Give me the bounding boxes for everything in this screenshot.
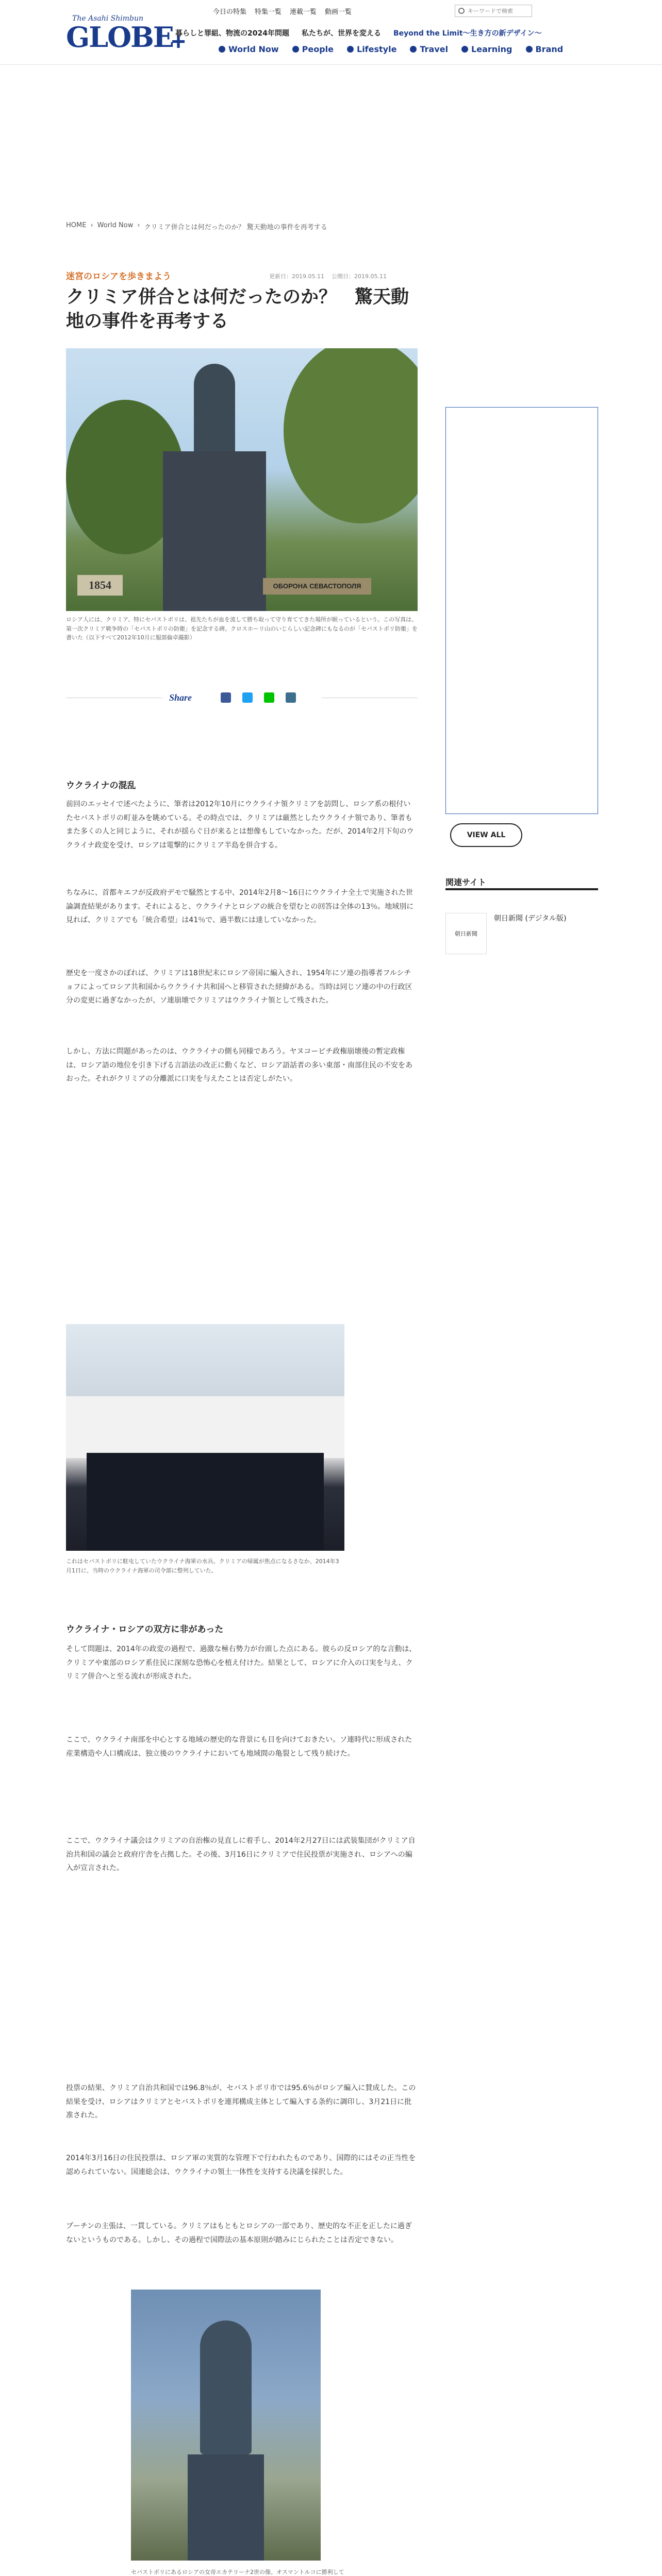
breadcrumb-current: クリミア併合とは何だったのか？ 驚天動地の事件を再考する: [144, 224, 327, 231]
search-box: [455, 5, 532, 17]
nav-label: People: [302, 44, 334, 54]
promo-link-change-world[interactable]: 私たちが、世界を変える: [301, 29, 381, 38]
hero-photo-monument: [66, 348, 418, 611]
top-link-features[interactable]: 特集一覧: [255, 8, 282, 16]
related-site-link[interactable]: 朝日新聞 (デジタル版): [494, 914, 567, 923]
search-input[interactable]: [468, 8, 524, 14]
published-date: 公開日：2019.05.11: [331, 273, 387, 280]
nav-label: World Now: [228, 44, 279, 54]
section-heading: ウクライナ・ロシアの双方に非があった: [66, 1624, 224, 1635]
promo-link-logistics[interactable]: 暮らしと罪組、物流の2024年問題: [175, 29, 289, 38]
ad-slot[interactable]: [445, 407, 598, 814]
hero-pedestal: [163, 451, 266, 611]
photo-ship: [66, 1396, 344, 1458]
logo-plus: +: [171, 28, 186, 56]
body-paragraph: そして問題は、2014年の政変の過程で、過激な極右勢力が台頭した点にある。彼らの反ロシア的な言動は、クリミアや東部のロシア系住民に深刻な恐怖心を植え付けた。結果として、ロシアに介入の口実を与え、クリミア併合へと至る流れが形成された。: [66, 1645, 417, 1681]
share-bar: [66, 691, 418, 705]
share-buttons: [221, 692, 296, 703]
nav-learning[interactable]: [461, 44, 512, 54]
nav-brand[interactable]: [526, 44, 564, 54]
top-link-series[interactable]: 連載一覧: [290, 8, 317, 16]
hero-plaque-year: 1854: [77, 575, 123, 596]
globe-icon: [219, 46, 225, 53]
twitter-icon[interactable]: [242, 692, 253, 703]
body-paragraph: プーチンの主張は、一貫している。クリミアはもともとロシアの一部であり、歴史的な不正を正したに過ぎないというものである。しかし、その過程で国際法の基本原則が踏みにじられたことは否定できない。: [66, 2222, 412, 2244]
breadcrumb-sep: ›: [90, 222, 93, 229]
breadcrumb-world-now[interactable]: World Now: [97, 222, 134, 229]
breadcrumb: [66, 222, 327, 231]
person-icon: [292, 46, 299, 53]
breadcrumb-home[interactable]: HOME: [66, 222, 87, 229]
hero-caption: ロシア人には、クリミア、特にセバストポリは、祖先たちが血を流して勝ち取って守り育ててきた場所が眠っているという。この写真は、第一次クリミア戦争時の「セバストポリの防衛」を記念する碑。クロスホーリ山のいじらしい記念碑にもなるのが「セバストポリ防衛」を書いた（以下すべて2012年10月に服部倫卓撮影）: [66, 616, 418, 641]
photo-sailors: [66, 1324, 344, 1551]
nav-label: Brand: [535, 44, 564, 54]
photo-caption: セバストポリにあるロシアの女帝エカテリーナ2世の像。オスマントルコに勝利して: [131, 2569, 344, 2575]
promo-link-beyond[interactable]: Beyond the Limit〜生き方の新デザイン〜: [393, 29, 542, 38]
body-paragraph: 投票の結果、クリミア自治共和国では96.8％が、セバストポリ市では95.6％がロシア編入に賛成した。この結果を受け、ロシアはクリミアとセバストポリを連邦構成主体として編入する条約に調印し、3月21日に批准された。: [66, 2084, 416, 2120]
nav-lifestyle[interactable]: [347, 44, 396, 54]
view-all-button[interactable]: VIEW ALL: [450, 823, 522, 847]
top-link-today[interactable]: 今日の特集: [213, 8, 247, 16]
updated-date: 更新日：2019.05.11: [269, 273, 324, 280]
article-kicker[interactable]: 迷宮のロシアを歩きまよう: [66, 272, 171, 282]
bookmark-icon[interactable]: [286, 692, 296, 703]
related-sites-rule: [445, 888, 598, 890]
top-link-videos[interactable]: 動画一覧: [325, 8, 352, 16]
body-paragraph: ちなみに、首都キエフが反政府デモで騒然とする中、2014年2月8〜16日にウクライナ全土で実施された世論調査結果があります。それによると、ウクライナとロシアの統合を望むとの回答は全体の13％。地域別に見れば、クリミアでも「統合希望」は41％で、過半数には達していなかった。: [66, 889, 414, 925]
body-paragraph: 2014年3月16日の住民投票は、ロシア軍の実質的な管理下で行われたものであり、国際的にはその正当性を認められていない。国連総会は、ウクライナの領土一体性を支持する決議を採択した。: [66, 2154, 416, 2176]
book-icon: [461, 46, 468, 53]
nav-label: Learning: [471, 44, 512, 54]
leaf-icon: [347, 46, 354, 53]
related-sites-heading: 関連サイト: [445, 877, 486, 887]
nav-label: Travel: [420, 44, 449, 54]
nav-travel[interactable]: [410, 44, 448, 54]
related-site-thumbnail[interactable]: 朝日新聞: [445, 913, 487, 954]
photo-statue-figure: [200, 2320, 252, 2454]
hero-statue: [194, 364, 235, 456]
line-icon[interactable]: [264, 692, 274, 703]
photo-catherine-statue: [131, 2290, 321, 2561]
photo-statue-base: [188, 2454, 264, 2561]
body-paragraph: ここで、ウクライナ議会はクリミアの自治権の見直しに着手し、2014年2月27日には武装集団がクリミア自治共和国の議会と政府庁舎を占拠した。その後、3月16日にクリミアで住民投票が実施され、ロシアへの編入が宣言された。: [66, 1837, 416, 1873]
globe-logo[interactable]: [66, 13, 186, 56]
facebook-icon[interactable]: [221, 692, 231, 703]
nav-label: Lifestyle: [357, 44, 397, 54]
promo-links: [175, 28, 542, 38]
body-paragraph: ここで、ウクライナ南部を中心とする地域の歴史的な背景にも目を向けておきたい。ソ連時代に形成された産業構造や人口構成は、独立後のウクライナにおいても地域間の亀裂として残り続けた。: [66, 1736, 412, 1758]
section-heading: ウクライナの混乱: [66, 781, 136, 791]
article-dates: [269, 272, 387, 280]
top-links: [213, 6, 352, 16]
article-title: クリミア併合とは何だったのか？ 驚天動地の事件を再考する: [66, 287, 409, 332]
photo-caption: これはセバストポリに駐屯していたウクライナ海軍の水兵。クリミアの帰属が焦点になるさなか、2014年3月1日に、当時のウクライナ海軍の司令部に整列していた。: [66, 1558, 339, 1574]
body-paragraph: 前回のエッセイで述べたように、筆者は2012年10月にウクライナ領クリミアを訪問し、ロシア系の根付いたセバストポリの町並みを眺めている。その時点では、クリミアは厳然としたウクライナ領であり、筆者もまた多くの人と同じように、それが揺らぐ日が来るとは想像もしていなかった。だが、2014年2月下旬のウクライナ政変を受け、ロシアは電撃的にクリミア半島を併合する。: [66, 800, 414, 850]
hero-plaque-inscription: ОБОРОНА СЕВАСТОПОЛЯ: [263, 578, 371, 595]
share-label: Share: [169, 692, 192, 703]
hero-tree: [284, 348, 418, 523]
logo-title: GLOBE: [66, 21, 173, 54]
breadcrumb-sep: ›: [137, 222, 140, 229]
nav-people[interactable]: [292, 44, 334, 54]
category-nav: [219, 44, 563, 54]
site-header: [0, 0, 662, 65]
body-paragraph: しかし、方法に問題があったのは、ウクライナの側も同様であろう。ヤヌコービチ政権崩壊後の暫定政権は、ロシア語の地位を引き下げる言語法の改正に動くなど、ロシア語話者の多い東部・南部住民の不安をあおった。それがクリミアの分離派に口実を与えたことは否定しがたい。: [66, 1047, 412, 1083]
search-icon[interactable]: [458, 8, 465, 14]
nav-world-now[interactable]: [219, 44, 279, 54]
photo-sailor-group: [87, 1453, 324, 1551]
body-paragraph: 歴史を一度さかのぼれば、クリミアは18世紀末にロシア帝国に編入され、1954年にソ連の指導者フルシチョフによってロシア共和国からウクライナ共和国へと移管された経緯がある。当時は同じソ連の中の行政区分の変更に過ぎなかったが、ソ連崩壊でクリミアはウクライナ領として残された。: [66, 969, 412, 1005]
star-icon: [526, 46, 533, 53]
logo-subtitle: The Asahi Shimbun: [72, 14, 144, 23]
plane-icon: [410, 46, 417, 53]
